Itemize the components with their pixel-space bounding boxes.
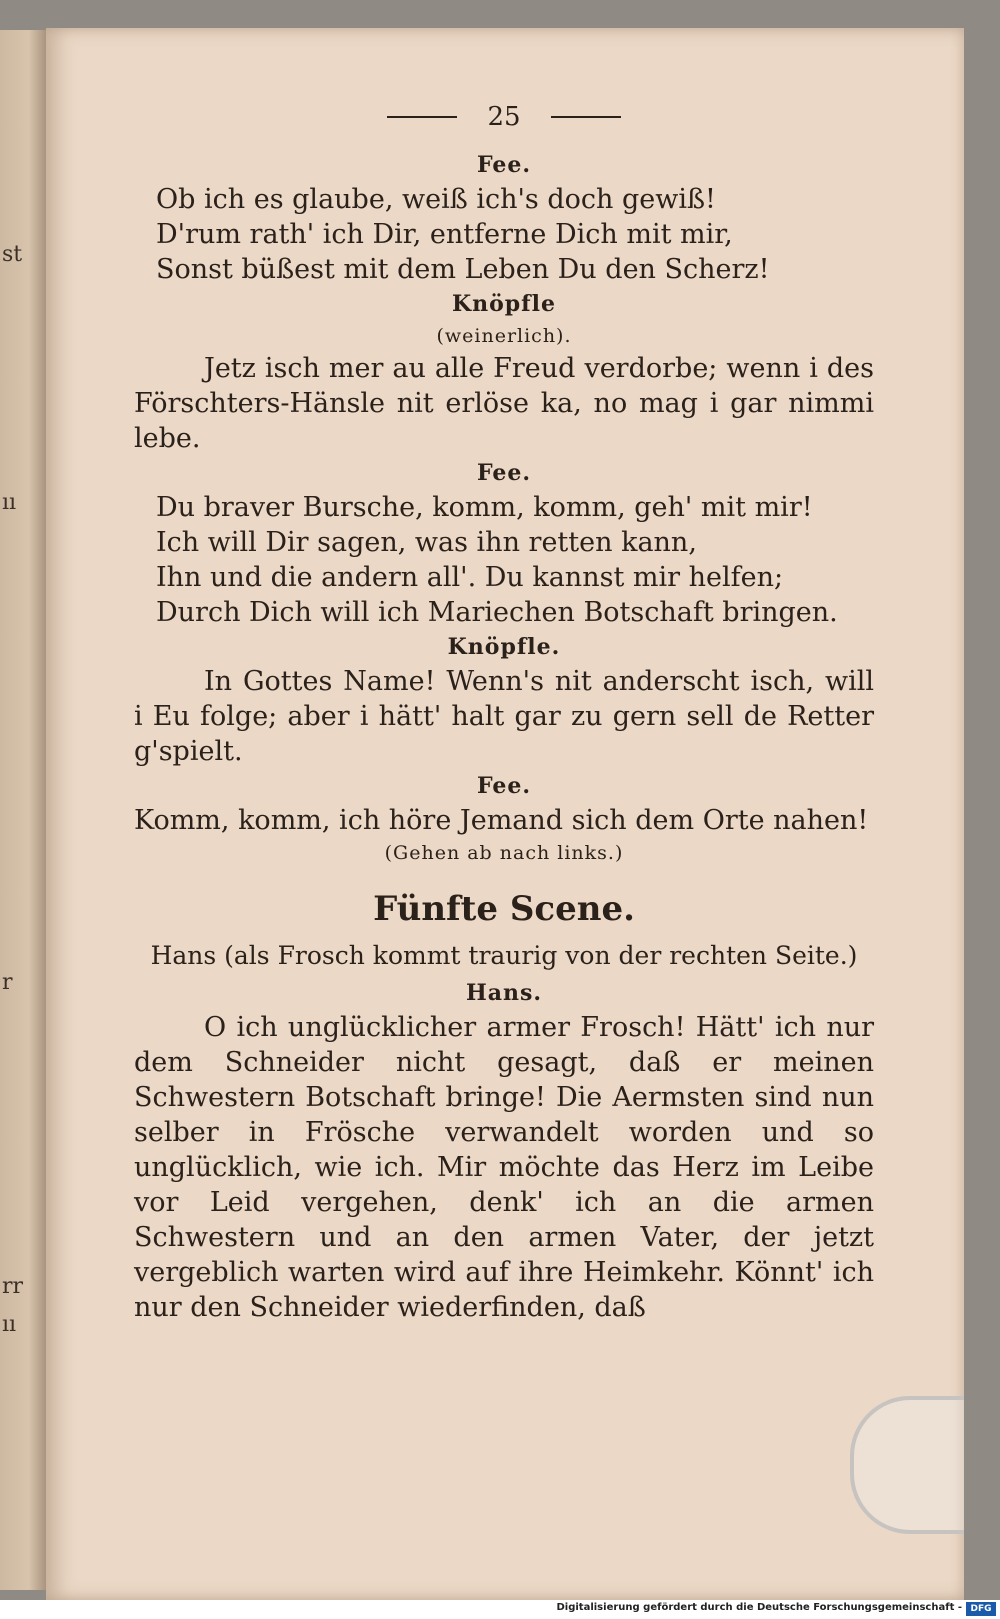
header-rule-right — [551, 116, 621, 118]
left-page-fragment: st — [2, 242, 23, 267]
stage-direction: (Gehen ab nach links.) — [384, 842, 624, 864]
speaker-name: Knöpfle — [452, 291, 556, 317]
page-clip — [850, 1396, 964, 1534]
left-page-edge — [0, 30, 48, 1590]
verse-line: Ihn und die andern all'. Du kannst mir helfen; — [156, 562, 784, 593]
page-header — [134, 92, 874, 142]
scene-description: Hans (als Frosch kommt traurig von der rechten Seite.) — [150, 941, 858, 970]
speaker-name: Knöpfle. — [447, 634, 561, 660]
speaker-name: Fee. — [476, 460, 532, 486]
prose-paragraph: O ich unglücklicher armer Frosch! Hätt' ich nur dem Schneider nicht gesagt, daß er meinen Schwestern Botschaft bringe! Die Aermsten sind nun selber in Frösche verwandelt worden und so unglücklich, wie ich. Mir möchte das Herz im Leibe vor Leid vergehen, denk' ich an die armen Schwestern und an den armen Vater, der jetzt vergeblich warten wird auf ihre Heimkehr. Könnt' ich nur den Schneider wiederfinden, daß — [134, 1012, 874, 1323]
page-text — [134, 92, 874, 1325]
stage-direction: (weinerlich). — [436, 325, 572, 347]
left-page-fragment: ıı — [2, 490, 17, 515]
verse-line: Sonst büßest mit dem Leben Du den Scherz! — [156, 254, 770, 285]
footer-credit: Digitalisierung gefördert durch die Deutsche Forschungsgemeinschaft - — [556, 1602, 962, 1613]
header-rule-left — [387, 116, 457, 118]
speaker-name: Hans. — [465, 980, 543, 1006]
left-page-fragment: ıı — [2, 1312, 17, 1337]
verse-line: Komm, komm, ich höre Jemand sich dem Orte nahen! — [134, 805, 869, 836]
speaker-name: Fee. — [476, 773, 532, 799]
prose-paragraph: Jetz isch mer au alle Freud verdorbe; wenn i des Förschters-Hänsle nit erlöse ka, no mag i gar nimmi lebe. — [134, 353, 874, 454]
verse-line: Durch Dich will ich Mariechen Botschaft bringen. — [156, 597, 838, 628]
left-page-fragment: rr — [2, 1274, 24, 1299]
prose-paragraph: In Gottes Name! Wenn's nit anderscht isch, will i Eu folge; aber i hätt' halt gar zu gern sell de Retter g'spielt. — [134, 666, 874, 767]
scene-title: Fünfte Scene. — [373, 889, 635, 929]
page-number: 25 — [487, 102, 521, 132]
verse-line: Du braver Bursche, komm, komm, geh' mit mir! — [156, 492, 813, 523]
verse-line: Ob ich es glaube, weiß ich's doch gewiß! — [156, 184, 716, 215]
speaker-name: Fee. — [476, 152, 532, 178]
verse-line: D'rum rath' ich Dir, entferne Dich mit mir, — [156, 219, 733, 250]
verse-line: Ich will Dir sagen, was ihn retten kann, — [156, 527, 697, 558]
dfg-logo: DFG — [966, 1602, 996, 1616]
left-page-fragment: r — [2, 970, 13, 995]
